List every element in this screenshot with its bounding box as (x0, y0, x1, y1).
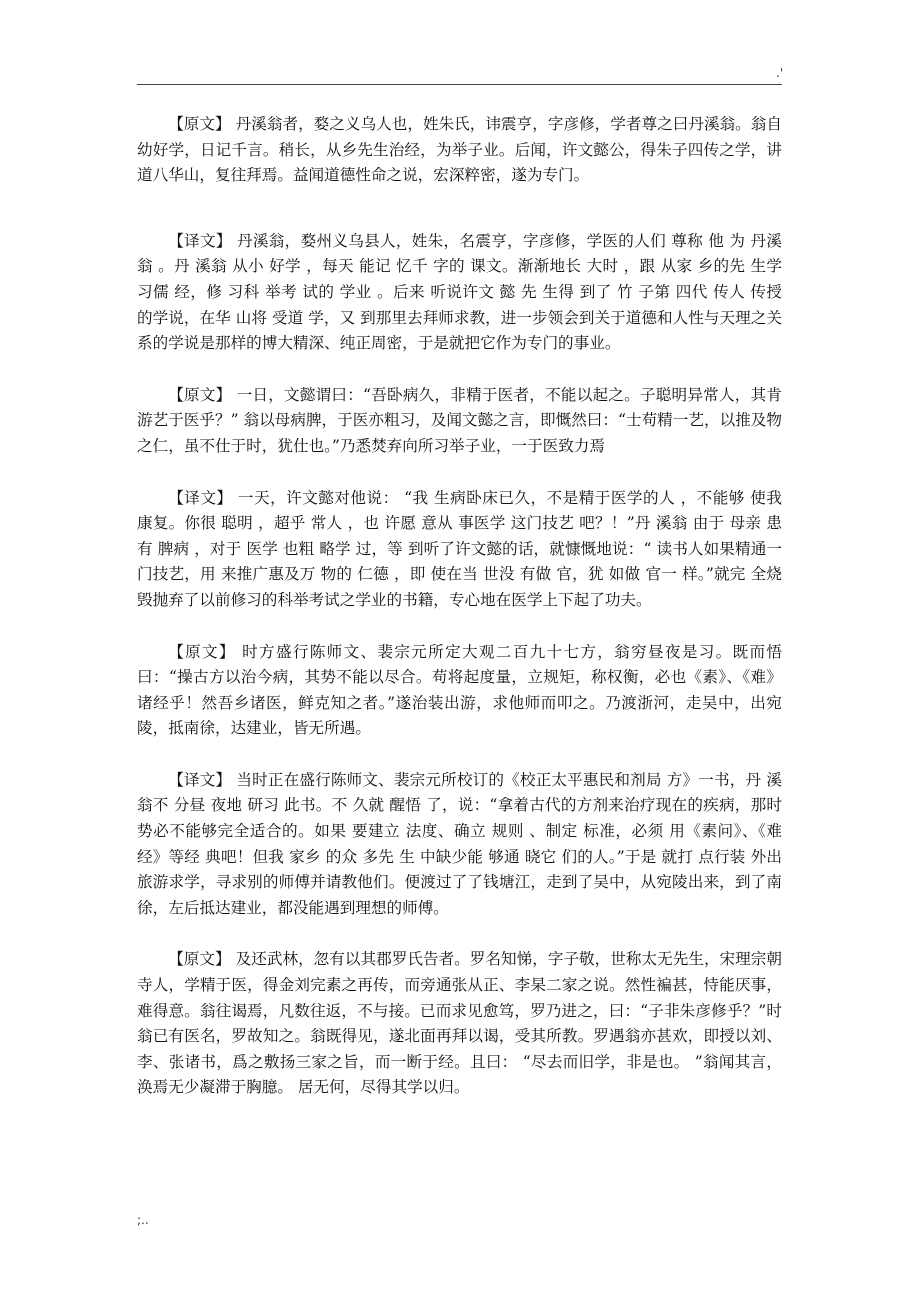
document-body (137, 112, 782, 1101)
header-rule (137, 84, 782, 85)
paragraph-original-1 (137, 112, 782, 189)
paragraph-label: 【译文】 (168, 231, 232, 250)
paragraph-text: 一日，文懿谓曰：“吾卧病久，非精于医者，不能以起之。子聪明异常人，其肯游艺于医乎？” 翁以母病脾，于医亦粗习，及闻文懿之言，即慨然曰：“士苟精一艺，以推及物之仁，虽不仕于时，犹仕也。”乃悉焚弃向所习举子业，一于医致力焉 (137, 385, 782, 455)
paragraph-text: 时方盛行陈师文、裴宗元所定大观二百九十七方，翁穷昼夜是习。既而悟曰：“操古方以治今病，其势不能以尽合。苟将起度量，立规矩，称权衡，必也《素》、《难》诸经乎！然吾乡诸医，鲜克知之者。”遂治装出游，求他师而叩之。乃渡浙河，走吴中，出宛陵，抵南徐，达建业，皆无所遇。 (137, 642, 782, 738)
paragraph-label: 【原文】 (168, 385, 232, 404)
paragraph-label: 【原文】 (168, 642, 236, 661)
paragraph-label: 【译文】 (168, 488, 233, 507)
paragraph-original-2 (137, 383, 782, 460)
paragraph-text: 丹溪翁者，婺之义乌人也，姓朱氏，讳震亨，字彦修，学者尊之曰丹溪翁。翁自幼好学，日记千言。稍长，从乡先生治经，为举子业。后闻，许文懿公，得朱子四传之学，讲道八华山，复往拜焉。益闻道德性命之说，宏深粹密，遂为专门。 (137, 115, 782, 185)
footer-mark: ;.. (137, 1213, 149, 1227)
paragraph-label: 【译文】 (168, 770, 232, 789)
paragraph-label: 【原文】 (168, 950, 231, 969)
paragraph-translation-3 (137, 768, 782, 922)
paragraph-translation-2 (137, 486, 782, 614)
header-mark: .' (776, 66, 784, 80)
paragraph-text: 当时正在盛行陈师文、裴宗元所校订的《校正太平惠民和剂局 方》一书，丹 溪翁不 分昼 夜地 研习 此书。不 久就 醒悟 了，说：“拿着古代的方剂来治疗现在的疾病，那时势必不能够完全适合的。如果 要建立 法度、确立 规则 、制定 标准，必须 用《素问》、《难 经》等经 典吧！但我 家乡 的众 多先 生 中缺少能 够通 晓它 们的人。”于是 就打 点行装 外出旅游求学，寻求别的师傅并请教他们。便渡过了了钱塘江，走到了吴中，从宛陵出来，到了南徐，左后抵达建业，都没能遇到理想的师傅。 (137, 770, 782, 917)
paragraph-original-4 (137, 947, 782, 1101)
paragraph-text: 一天，许文懿对他说： “我 生病卧床已久，不是精于医学的人 ，不能够 使我 康复。你很 聪明 ，超乎 常人 ，也 许愿 意从 事医学 这门技艺 吧？！”丹 溪翁 由于 母亲 患有 脾病 ，对于 医学 也粗 略学 过，等 到听了许文懿的话，就慷慨地说：“ 读书人如果精通一门技艺，用 来推广惠及万 物的 仁德 ，即 使在当 世没 有做 官，犹 如做 官一 样。”就完 全烧 毁抛弃了以前修习的科举考试之学业的书籍，专心地在医学上下起了功夫。 (137, 488, 782, 609)
paragraph-text: 及还武林，忽有以其郡罗氏告者。罗名知悌，字子敬，世称太无先生，宋理宗朝寺人，学精于医，得金刘完素之再传，而旁通张从正、李杲二家之说。然性褊甚，恃能厌事，难得意。翁往谒焉，凡数往返，不与接。已而求见愈笃，罗乃进之，曰：“子非朱彦修乎？”时翁已有医名，罗故知之。翁既得见，遂北面再拜以谒，受其所教。罗遇翁亦甚欢，即授以刘、 李、张诸书，爲之敷扬三家之旨，而一断于经。且曰： “尽去而旧学，非是也。 ”翁闻其言，涣焉无少凝滞于胸臆。 居无何，尽得其学以归。 (137, 950, 782, 1097)
paragraph-translation-1 (137, 229, 782, 357)
paragraph-text: 丹溪翁，婺州义乌县人，姓朱，名震亨，字彦修，学医的人们 尊称 他 为 丹溪 翁 。丹 溪翁 从小 好学 ，每天 能记 忆千 字的 课文。渐渐地长 大时 ，跟 从家 乡的先 生学 习儒 经，修 习科 举考 试的 学业 。后来 听说许文 懿 先 生得 到了 竹 子第 四代 传人 传授 的学说，在华 山将 受道 学，又 到那里去拜师求教，进一步领会到关于道德和人性与天理之关系的学说是那样的博大精深、纯正周密，于是就把它作为专门的事业。 (137, 231, 783, 353)
paragraph-label: 【原文】 (168, 115, 231, 133)
paragraph-original-3 (137, 640, 782, 742)
